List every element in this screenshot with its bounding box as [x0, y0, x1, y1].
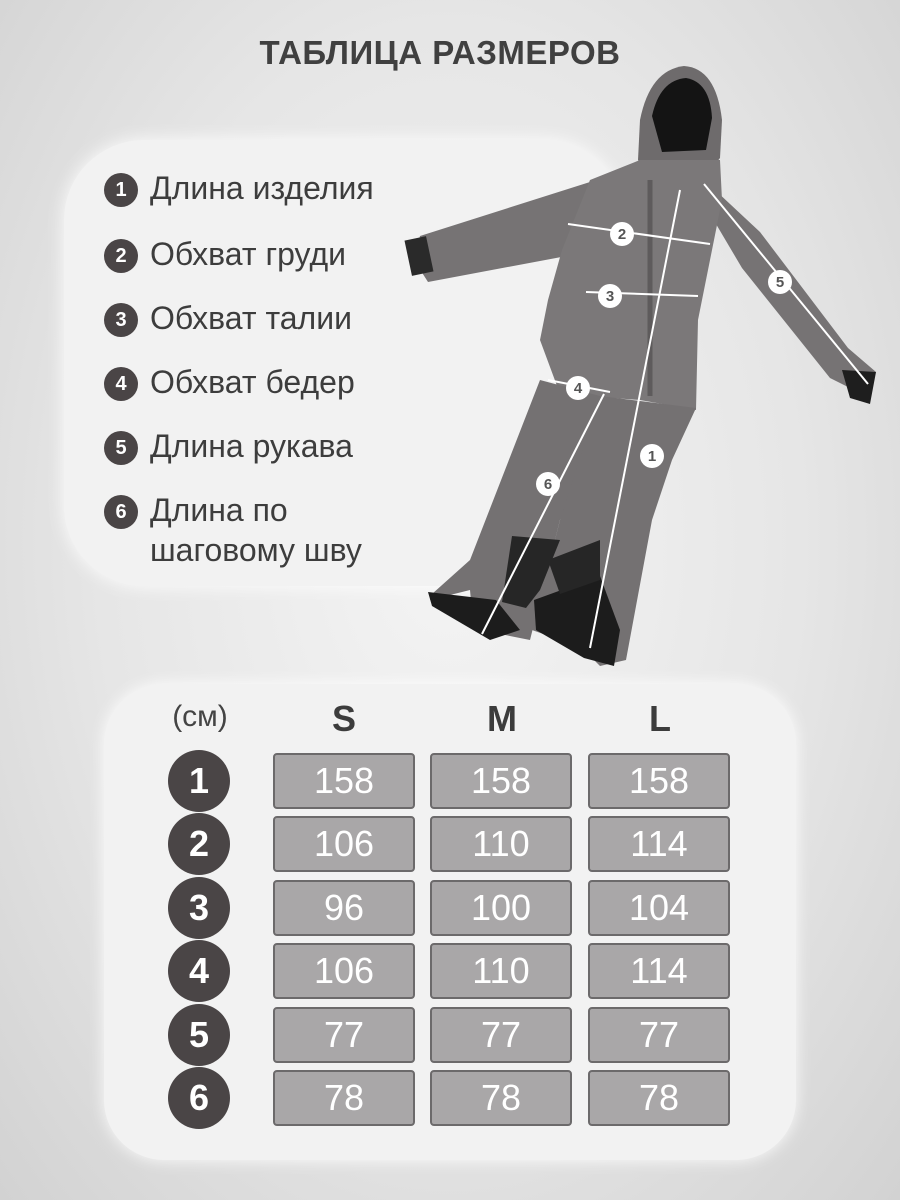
table-cell-s: 158 — [273, 753, 415, 809]
table-cell-m: 158 — [430, 753, 572, 809]
table-cell-l: 104 — [588, 880, 730, 936]
table-cell-m: 110 — [430, 816, 572, 872]
row-number-badge: 5 — [168, 1004, 230, 1066]
table-cell-s: 96 — [273, 880, 415, 936]
legend-number-badge: 6 — [104, 495, 138, 529]
row-number-badge: 4 — [168, 940, 230, 1002]
size-header-l: L — [649, 698, 671, 739]
legend-number-badge: 3 — [104, 303, 138, 337]
legend-item-sleeve — [104, 426, 353, 466]
legend-label: Длина по шаговому шву — [150, 492, 362, 568]
legend-number-badge: 2 — [104, 239, 138, 273]
table-cell-l: 78 — [588, 1070, 730, 1126]
table-cell-l: 114 — [588, 943, 730, 999]
legend-label: Длина изделия — [150, 170, 374, 206]
unit-label: (см) — [172, 700, 228, 733]
garment-marker-4: 4 — [573, 380, 583, 397]
table-cell-m: 110 — [430, 943, 572, 999]
legend-label: Обхват бедер — [150, 364, 355, 400]
legend-number-badge: 4 — [104, 367, 138, 401]
legend-item-hips — [104, 362, 355, 402]
legend-item-product-length — [104, 168, 374, 208]
legend-item-inseam — [104, 490, 362, 570]
garment-marker-1: 1 — [647, 448, 657, 465]
table-cell-s: 78 — [273, 1070, 415, 1126]
legend-item-waist — [104, 298, 352, 338]
row-number-badge: 1 — [168, 750, 230, 812]
row-number-badge: 6 — [168, 1067, 230, 1129]
legend-label: Обхват талии — [150, 300, 352, 336]
legend-number-badge: 5 — [104, 431, 138, 465]
garment-marker-5: 5 — [775, 274, 785, 291]
legend-number-badge: 1 — [104, 173, 138, 207]
garment-marker-2: 2 — [617, 226, 627, 243]
table-cell-l: 77 — [588, 1007, 730, 1063]
row-number-badge: 2 — [168, 813, 230, 875]
garment-marker-3: 3 — [605, 288, 615, 305]
table-cell-s: 106 — [273, 816, 415, 872]
table-cell-m: 100 — [430, 880, 572, 936]
table-cell-s: 106 — [273, 943, 415, 999]
table-cell-m: 77 — [430, 1007, 572, 1063]
table-cell-m: 78 — [430, 1070, 572, 1126]
size-header-m: M — [487, 698, 517, 739]
legend-label: Обхват груди — [150, 236, 347, 272]
size-header-s: S — [331, 698, 356, 739]
table-cell-s: 77 — [273, 1007, 415, 1063]
row-number-badge: 3 — [168, 877, 230, 939]
legend-item-chest — [104, 234, 346, 274]
garment-marker-6: 6 — [543, 476, 553, 493]
page-title: ТАБЛИЦА РАЗМЕРОВ — [259, 34, 621, 71]
legend-label: Длина рукава — [150, 428, 353, 464]
snowsuit-illustration — [400, 60, 900, 680]
table-cell-l: 158 — [588, 753, 730, 809]
table-cell-l: 114 — [588, 816, 730, 872]
